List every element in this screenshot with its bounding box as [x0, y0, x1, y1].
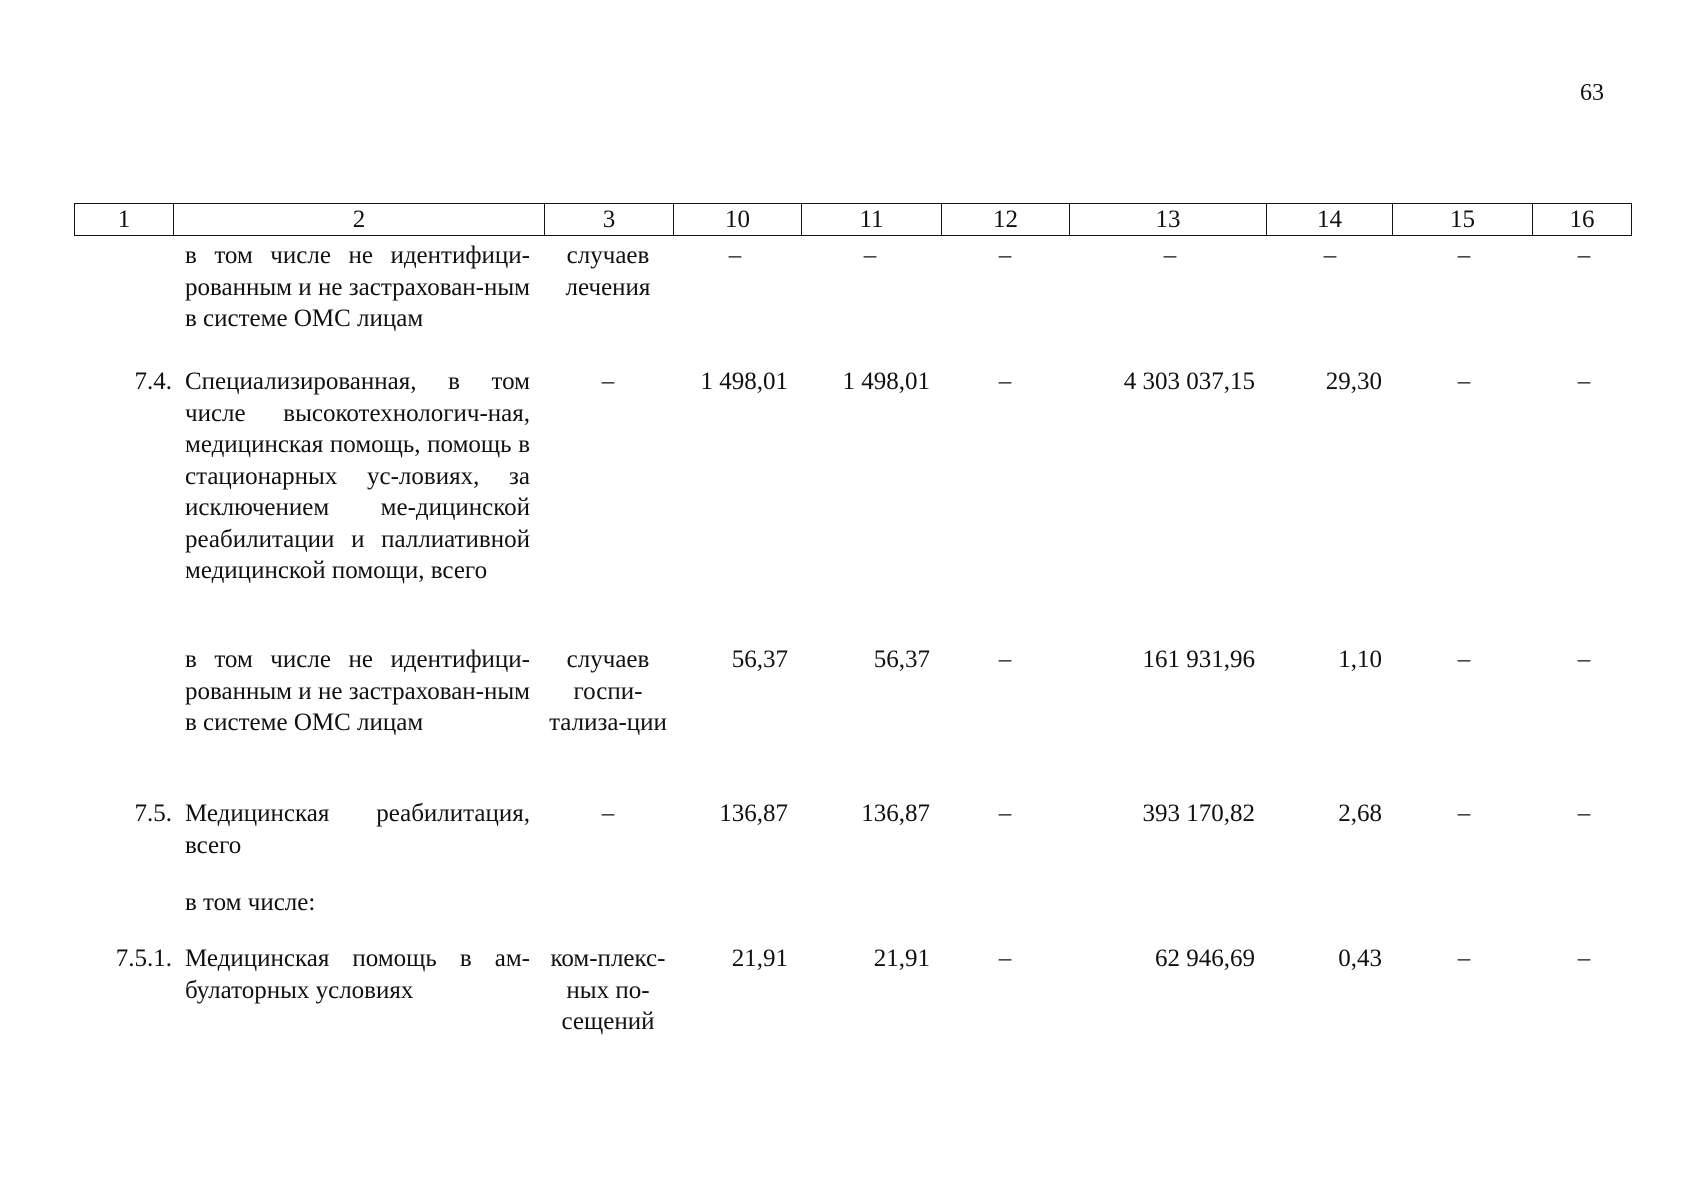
row-col-14: 2,68 — [1338, 800, 1382, 827]
row-name: Медицинская помощь в ам-булаторных условиях — [185, 945, 530, 1004]
header-col-16: 16 — [1533, 204, 1632, 236]
row-col-13: 393 170,82 — [1142, 800, 1255, 827]
page-number: 63 — [1580, 80, 1604, 106]
row-unit: – — [601, 800, 615, 827]
column-number-header — [74, 203, 1632, 236]
row-name: в том числе не идентифици-рованным и не застрахован-ным в системе ОМС лицам — [185, 646, 530, 736]
row-name: Специализированная, в том числе высокотехнологич-ная, медицинская помощь, помощь в стационарных ус-ловиях, за исключением ме-дицинской реабилитации и паллиативной медицинской помощи, всего — [185, 368, 530, 584]
row-col-11: 56,37 — [873, 646, 930, 673]
row-col-10: 21,91 — [731, 945, 788, 972]
header-col-15: 15 — [1393, 204, 1533, 236]
row-name: Медицинская реабилитация, всего — [185, 800, 530, 859]
header-col-1: 1 — [75, 204, 174, 236]
row-col-12: – — [998, 800, 1012, 827]
row-col-13: 4 303 037,15 — [1123, 368, 1255, 395]
row-col-12: – — [998, 368, 1012, 395]
header-col-10: 10 — [674, 204, 802, 236]
row-unit: ком-плекс-ных по-сещений — [550, 945, 666, 1035]
row-col-10: 136,87 — [719, 800, 788, 827]
row-col-10: 56,37 — [731, 646, 788, 673]
row-col-14: 0,43 — [1338, 945, 1382, 972]
row-col-10: – — [728, 242, 742, 269]
row-col-10: 1 498,01 — [700, 368, 788, 395]
row-col-15: – — [1457, 368, 1471, 395]
row-col-15: – — [1457, 945, 1471, 972]
header-col-12: 12 — [942, 204, 1070, 236]
header-col-3: 3 — [545, 204, 674, 236]
row-col-16: – — [1577, 646, 1591, 673]
row-name: в том числе не идентифици-рованным и не застрахован-ным в системе ОМС лицам — [185, 242, 530, 332]
header-col-13: 13 — [1070, 204, 1267, 236]
row-col-13: – — [1163, 242, 1177, 269]
row-col-13: 161 931,96 — [1142, 646, 1255, 673]
row-col-16: – — [1577, 242, 1591, 269]
row-col-12: – — [998, 242, 1012, 269]
row-col-15: – — [1457, 242, 1471, 269]
row-col-12: – — [998, 646, 1012, 673]
row-col-15: – — [1457, 800, 1471, 827]
row-col-14: 1,10 — [1338, 646, 1382, 673]
row-number: 7.4. — [134, 368, 172, 395]
row-col-11: 21,91 — [873, 945, 930, 972]
header-col-11: 11 — [802, 204, 942, 236]
row-unit: – — [601, 368, 615, 395]
row-col-14: 29,30 — [1325, 368, 1382, 395]
row-col-14: – — [1323, 242, 1337, 269]
row-number: 7.5.1. — [115, 945, 172, 972]
row-number: 7.5. — [134, 800, 172, 827]
row-name: в том числе: — [185, 889, 316, 916]
row-col-11: – — [863, 242, 877, 269]
header-col-2: 2 — [174, 204, 545, 236]
row-col-12: – — [998, 945, 1012, 972]
row-col-15: – — [1457, 646, 1471, 673]
row-col-16: – — [1577, 945, 1591, 972]
row-col-11: 136,87 — [861, 800, 930, 827]
row-col-16: – — [1577, 368, 1591, 395]
header-col-14: 14 — [1267, 204, 1393, 236]
row-unit: случаев госпи-тализа-ции — [549, 646, 667, 736]
row-col-13: 62 946,69 — [1155, 945, 1255, 972]
row-col-16: – — [1577, 800, 1591, 827]
row-col-11: 1 498,01 — [842, 368, 930, 395]
row-unit: случаев лечения — [565, 242, 651, 301]
